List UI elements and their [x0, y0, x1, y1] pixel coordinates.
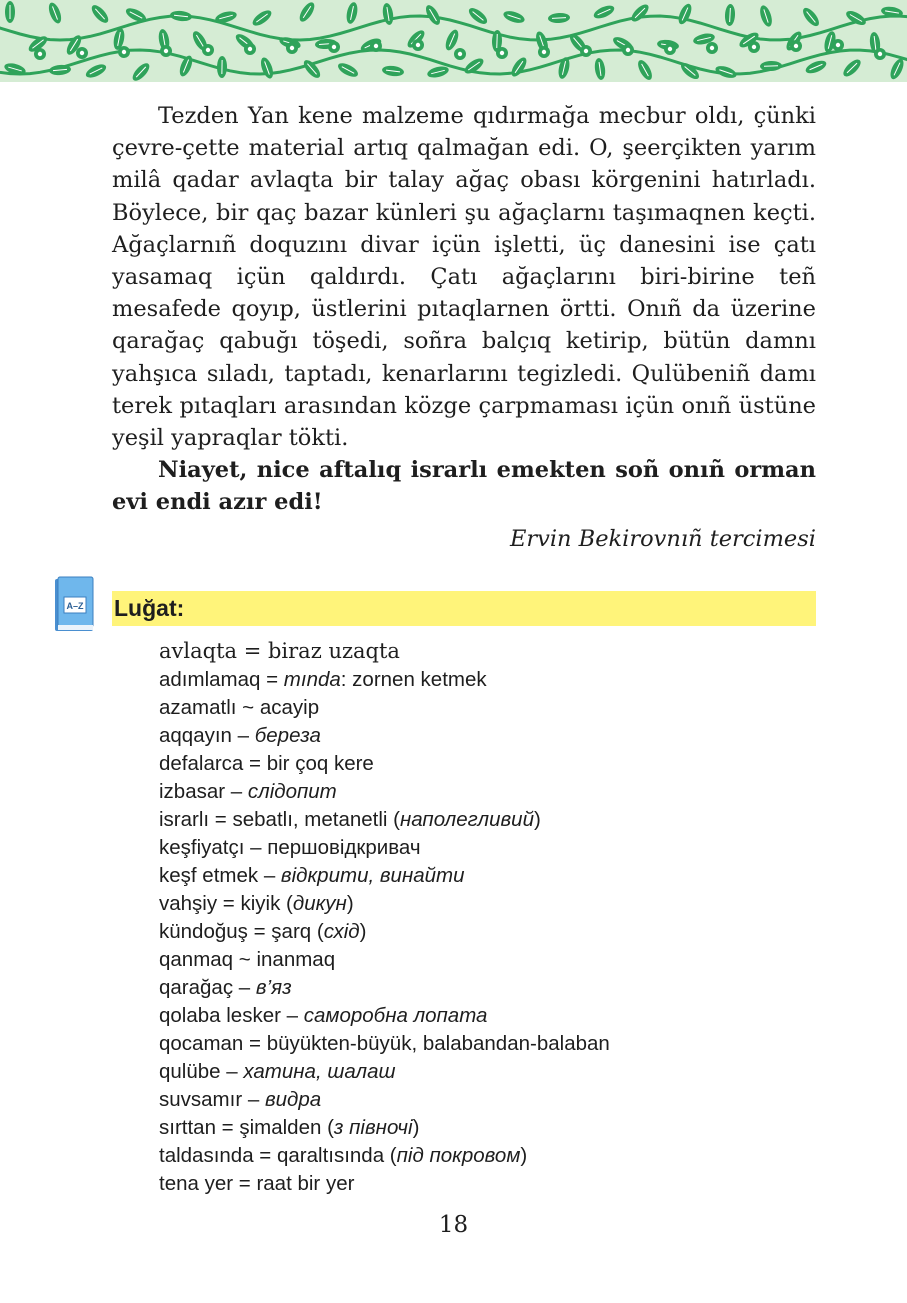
vocabulary-definition: kiyik ( — [240, 892, 293, 915]
vocabulary-term: qocaman — [159, 1032, 244, 1055]
vocabulary-definition: biraz uzaqta — [267, 639, 400, 663]
vocabulary-header — [112, 591, 816, 626]
vocabulary-term: izbasar — [159, 780, 226, 803]
vocabulary-entry — [159, 1114, 809, 1142]
vocabulary-entry — [159, 1002, 809, 1030]
vocabulary-separator: = — [253, 1144, 277, 1167]
vocabulary-entry — [159, 694, 809, 722]
vocabulary-separator: ~ — [236, 696, 260, 719]
vocabulary-translation: в’яз — [255, 976, 292, 999]
vocabulary-definition: şarq ( — [271, 920, 324, 943]
vocabulary-term: qolaba lesker — [159, 1004, 281, 1027]
vocabulary-entry — [159, 890, 809, 918]
vocabulary-entry — [159, 778, 809, 806]
story-closing-paragraph: Niayet, nice aftalıq israrlı emekten soñ onıñ orman evi endi azır edi! — [112, 457, 816, 516]
vocabulary-translation: відкрити, винайти — [280, 864, 465, 887]
vocabulary-definition: bir çoq kere — [266, 752, 374, 775]
page-number: 18 — [438, 1212, 469, 1238]
vocabulary-separator: – — [244, 836, 268, 859]
vocabulary-separator: = — [243, 752, 267, 775]
vocabulary-term: qarağaç — [159, 976, 234, 999]
vocabulary-definition-end: ) — [412, 1116, 420, 1139]
leaf-vine-ornament-icon — [0, 0, 907, 82]
vocabulary-translation: береза — [254, 724, 321, 747]
vocabulary-separator: = — [217, 892, 241, 915]
vocabulary-translation: слідопит — [247, 780, 337, 803]
vocabulary-term: israrlı — [159, 808, 210, 831]
vocabulary-translation: хатина, шалаш — [243, 1060, 396, 1083]
vocabulary-definition: qaraltısında ( — [276, 1144, 397, 1167]
vocabulary-separator: = — [247, 920, 272, 943]
vocabulary-title: Luğat: — [114, 595, 185, 621]
vocabulary-definition: büyükten-büyük, balabandan-balaban — [266, 1032, 610, 1055]
vocabulary-definition: şimalden ( — [239, 1116, 334, 1139]
vocabulary-definition-end: ) — [346, 892, 354, 915]
vocabulary-definition: raat bir yer — [256, 1172, 355, 1195]
vocabulary-term: qanmaq — [159, 948, 234, 971]
vocabulary-list — [159, 636, 809, 1198]
vocabulary-definition: першовідкривач — [267, 836, 421, 859]
vocabulary-separator: ~ — [233, 948, 257, 971]
vocabulary-term: tena yer — [159, 1172, 234, 1195]
translator-credit: Ervin Bekirovnıñ tercimesi — [509, 526, 816, 552]
vocabulary-separator: = — [209, 808, 233, 831]
vocabulary-entry — [159, 1058, 809, 1086]
vocabulary-translation: з півночі — [333, 1116, 413, 1139]
vocabulary-definition: inanmaq — [256, 948, 336, 971]
vocabulary-term: sırttan — [159, 1116, 216, 1139]
vocabulary-entry — [159, 1030, 809, 1058]
vocabulary-term: suvsamır — [159, 1088, 243, 1111]
vocabulary-term: taldasında — [159, 1144, 254, 1167]
vocabulary-definition-end: ) — [359, 920, 367, 943]
vocabulary-translation: під покровом — [396, 1144, 521, 1167]
vocabulary-term: keşfiyatçı — [159, 836, 245, 859]
story-paragraph: Tezden Yan kene malzeme qıdırmağa mecbur oldı, çünki çevre-çette material artıq qalmağan edi. O, şeerçikten yarım milâ qadar avlaqta bir talay ağaç obası körgenini hatırladı. Böylece, bir qaç bazar künleri şu ağaçlarnı taşımaqnen keçti. Ağaçlarnıñ doquzını divar içün işletti, üç danesini ise çatı yasamaq içün qaldırdı. Çatı ağaçlarını biri-birine teñ mesafede qoyıp, üstlerini pıtaqlarnen örtti. Onıñ da üzerine qarağaç qabuğı töşedi, soñra balçıq ketirip, bütün damnı yahşıca sıladı, taptadı, kenarlarını tegizledi. Qulübeniñ damı terek pıtaqları arasından közge çarpmaması içün onıñ üstüne yeşil yapraqlar tökti. — [112, 103, 816, 452]
vocabulary-separator: = — [260, 668, 284, 691]
vocabulary-translation: саморобна лопата — [303, 1004, 488, 1027]
vocabulary-entry — [159, 834, 809, 862]
dictionary-book-icon — [53, 576, 95, 632]
vocabulary-term: avlaqta — [159, 639, 238, 663]
dictionary-book-label: A–Z — [66, 601, 84, 611]
vocabulary-separator: – — [258, 864, 281, 887]
vocabulary-term: keşf etmek — [159, 864, 259, 887]
vocabulary-term: vahşiy — [159, 892, 218, 915]
vocabulary-definition-end: ) — [533, 808, 541, 831]
vocabulary-term: qulübe — [159, 1060, 221, 1083]
vocabulary-entry — [159, 918, 809, 946]
vocabulary-separator: = — [233, 1172, 257, 1195]
vocabulary-translation: mında — [283, 668, 341, 691]
vocabulary-entry — [159, 946, 809, 974]
vocabulary-separator: – — [242, 1088, 265, 1111]
vocabulary-definition: : zornen ketmek — [340, 668, 487, 691]
vocabulary-separator: = — [215, 1116, 240, 1139]
vocabulary-term: adımlamaq — [159, 668, 261, 691]
vocabulary-entry — [159, 1142, 809, 1170]
vocabulary-separator: – — [220, 1060, 244, 1083]
vocabulary-term: defalarca — [159, 752, 244, 775]
vocabulary-entry — [159, 1170, 809, 1198]
vocabulary-entry — [159, 862, 809, 890]
vocabulary-separator: – — [231, 724, 255, 747]
vocabulary-definition-end: ) — [520, 1144, 528, 1167]
vocabulary-separator: – — [225, 780, 248, 803]
leaf-vine-ornament-banner — [0, 0, 907, 82]
vocabulary-definition: acayip — [259, 696, 320, 719]
vocabulary-translation: видра — [264, 1088, 322, 1111]
vocabulary-entry — [159, 974, 809, 1002]
vocabulary-definition: sebatlı, metanetli ( — [232, 808, 400, 831]
vocabulary-entry — [159, 806, 809, 834]
vocabulary-entry — [159, 636, 809, 666]
vocabulary-separator: – — [233, 976, 256, 999]
story-text — [112, 100, 816, 519]
vocabulary-term: aqqayın — [159, 724, 232, 747]
vocabulary-separator: = — [237, 639, 268, 663]
vocabulary-entry — [159, 750, 809, 778]
vocabulary-term: kündoğuş — [159, 920, 248, 943]
vocabulary-entry — [159, 666, 809, 694]
vocabulary-translation: дикун — [292, 892, 347, 915]
vocabulary-translation: схід — [323, 920, 360, 943]
vocabulary-separator: – — [280, 1004, 304, 1027]
vocabulary-separator: = — [243, 1032, 267, 1055]
vocabulary-entry — [159, 722, 809, 750]
vocabulary-term: azamatlı — [159, 696, 237, 719]
vocabulary-translation: наполегливий — [399, 808, 534, 831]
vocabulary-entry — [159, 1086, 809, 1114]
